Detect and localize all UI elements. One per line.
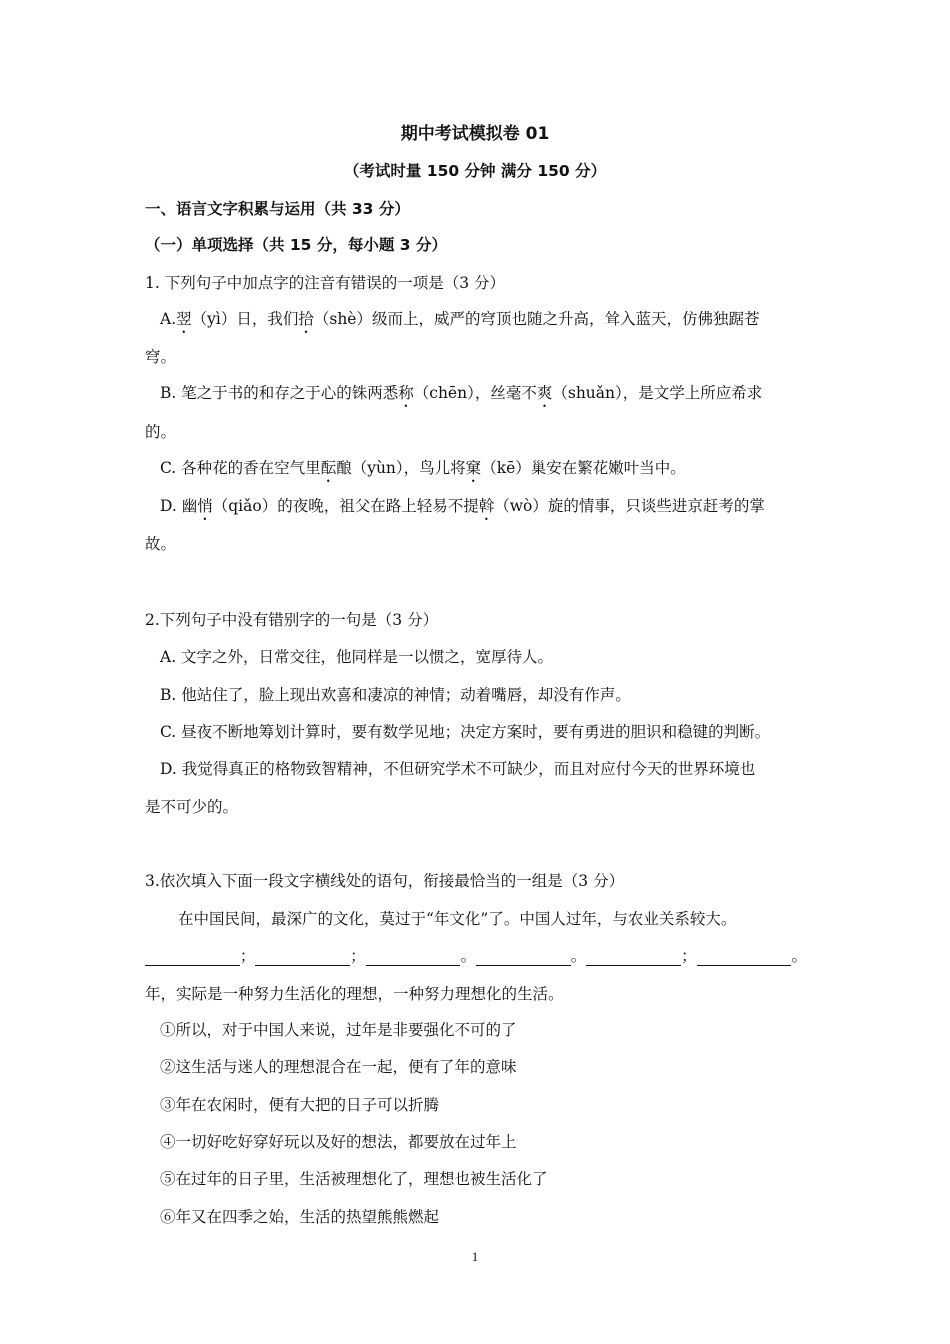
fill-in-blanks-row [145,946,807,966]
blank-line [145,948,240,966]
question-3-item: ②这生活与迷人的理想混合在一起，便有了年的意味 [160,1058,517,1076]
option-text: （kē）巢安在繁花嫩叶当中。 [481,459,686,477]
option-text: 酿（yùn），鸟儿将 [336,459,466,477]
option-text: （yì）日，我们 [191,310,299,328]
page-title: 期中考试模拟卷 01 [400,124,550,144]
blank-separator: 。 [460,947,476,965]
blank-line [476,948,571,966]
dotted-char: 翌 [176,310,192,328]
blank-separator: 。 [570,947,587,965]
blank-line [697,948,792,966]
question-1-option-a-cont: 穹。 [145,348,177,366]
question-3-passage: 在中国民间，最深广的文化，莫过于“年文化”了。中国人过年，与农业关系较大。 [178,910,737,928]
question-2-option-b: B. 他站住了，脸上现出欢喜和凄凉的神情；动着嘴唇，却没有作声。 [160,686,631,704]
option-text: B. 笔之于书的和存之于心的铢两悉 [160,384,399,402]
option-text: （shè）级而上，威严的穹顶也随之升高，耸入蓝天，仿佛独踞苍 [313,310,760,328]
blank-line [586,948,681,966]
blank-separator: ； [239,947,256,965]
dotted-char: 悄 [197,497,213,515]
section-heading: 一、语言文字积累与运用（共 33 分） [145,200,410,218]
exam-info: （考试时量 150 分钟 满分 150 分） [343,162,607,180]
question-1-option-b-cont: 的。 [145,423,177,441]
question-1-option-c [160,458,686,486]
option-text: （wò）旋的情事，只谈些进京赶考的掌 [494,497,765,515]
dotted-char: 斡 [478,497,495,515]
blank-line [255,948,350,966]
dotted-char: 酝 [320,459,337,477]
question-3-item: ⑥年又在四季之始，生活的热望熊熊燃起 [160,1208,440,1226]
question-2-option-d-cont: 是不可少的。 [145,798,239,816]
question-1-option-d-cont: 故。 [145,535,177,553]
subsection-heading: （一）单项选择（共 15 分，每小题 3 分） [145,236,447,254]
blank-line [366,948,461,966]
dotted-char: 爽 [536,384,553,402]
option-text: （chēn），丝毫不 [413,384,537,402]
question-2-option-d: D. 我觉得真正的格物致智精神，不但研究学术不可缺少，而且对应付今天的世界环境也 [160,760,756,778]
option-text: D. 幽 [160,497,198,515]
option-text: （shuǎn），是文学上所应希求 [552,384,763,402]
question-3-item: ①所以，对于中国人来说，过年是非要强化不可的了 [160,1021,517,1039]
question-2-option-c: C. 昼夜不断地筹划计算时，要有数学见地；决定方案时，要有勇进的胆识和稳键的判断。 [160,723,771,741]
question-1-option-d [160,496,765,524]
option-text: A. [160,310,177,328]
question-3-item: ④一切好吃好穿好玩以及好的想法，都要放在过年上 [160,1133,517,1151]
question-2-option-a: A. 文字之外，日常交往，他同样是一以惯之，宽厚待人。 [160,648,554,666]
question-3-passage-end: 年，实际是一种努力生活化的理想，一种努力理想化的生活。 [145,985,564,1003]
dotted-char: 窠 [465,459,482,477]
question-2-stem: 2.下列句子中没有错别字的一句是（3 分） [145,611,439,629]
question-3-stem: 3.依次填入下面一段文字横线处的语句，衔接最恰当的一组是（3 分） [145,872,625,890]
question-3-item: ③年在农闲时，便有大把的日子可以折腾 [160,1096,440,1114]
blank-separator: ； [681,947,697,965]
page-number: 1 [471,1249,479,1264]
question-3-item: ⑤在过年的日子里，生活被理想化了，理想也被生活化了 [160,1170,548,1188]
question-1-option-b [160,383,762,411]
option-text: C. 各种花的香在空气里 [160,459,321,477]
dotted-char: 拾 [298,310,314,328]
blank-separator: 。 [791,947,807,965]
question-1-option-a [160,309,760,337]
option-text: （qiǎo）的夜晚，祖父在路上轻易不提 [212,497,479,515]
dotted-char: 称 [398,384,414,402]
question-1-stem: 1. 下列句子中加点字的注音有错误的一项是（3 分） [145,274,506,292]
blank-separator: ； [350,947,366,965]
